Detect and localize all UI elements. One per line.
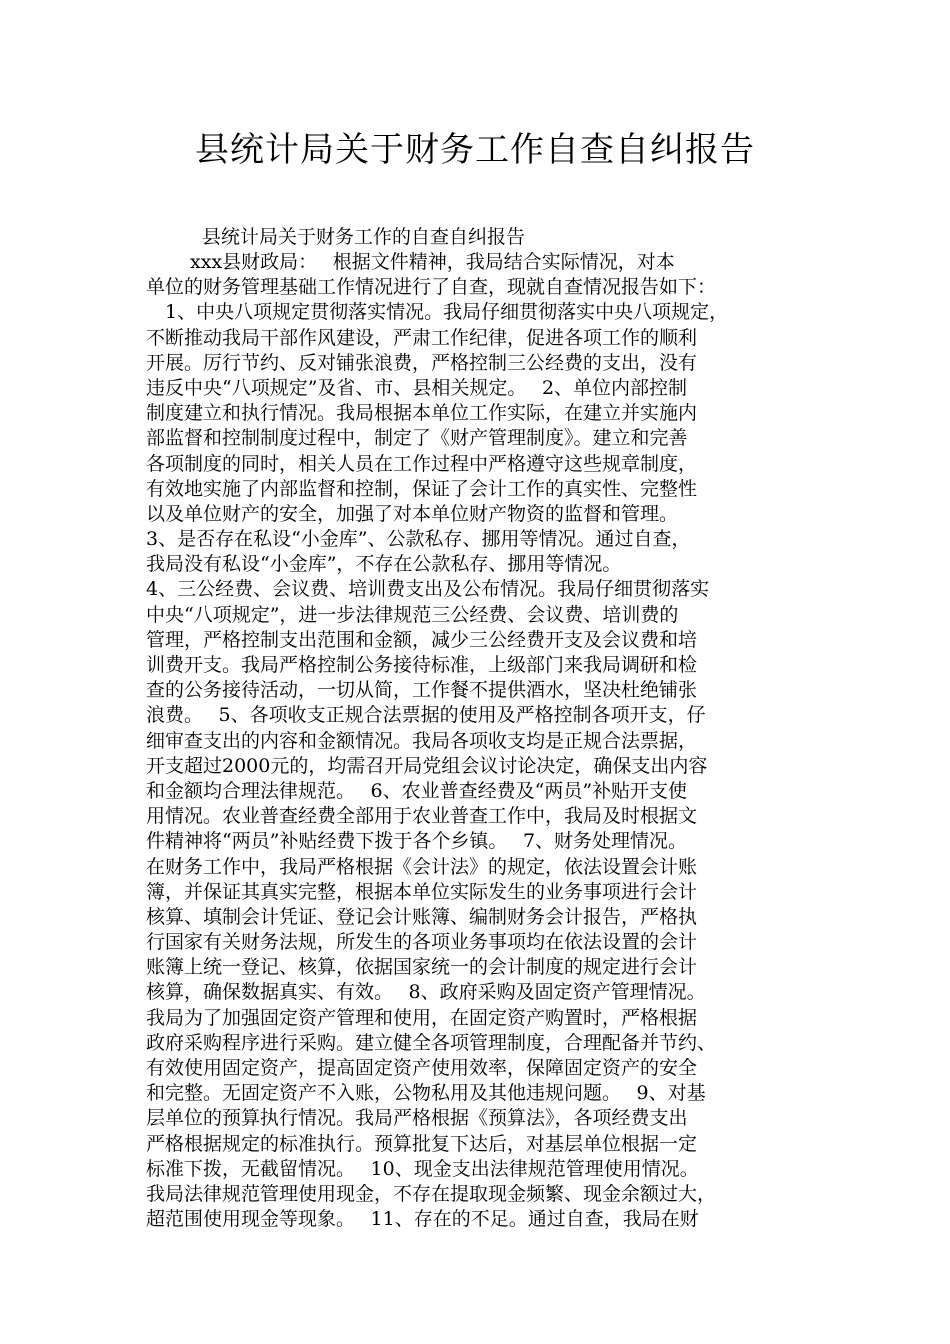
body-text-line: 在财务工作中，我局严格根据《会计法》的规定，依法设置会计账 — [146, 855, 698, 878]
body-text-line: 开展。厉行节约、反对铺张浪费，严格控制三公经费的支出，没有 — [146, 351, 698, 374]
body-text-line: 不断推动我局干部作风建设，严肃工作纪律，促进各项工作的顺利 — [146, 326, 698, 349]
body-text-line: 用情况。农业普查经费全部用于农业普查工作中，我局及时根据文 — [146, 805, 698, 828]
body-text-line: 超范围使用现金等现象。 11、存在的不足。通过自查，我局在财 — [146, 1208, 699, 1231]
body-text-line: 我局没有私设“小金库”，不存在公款私存、挪用等情况。 — [146, 553, 622, 576]
body-text-line: 有效使用固定资产，提高固定资产使用效率，保障固定资产的安全 — [146, 1057, 698, 1079]
body-text-line: 政府采购程序进行采购。建立健全各项管理制度，合理配备并节约、 — [146, 1031, 717, 1054]
document-body — [146, 250, 816, 1232]
body-text-line: 单位的财务管理基础工作情况进行了自查，现就自查情况报告如下： — [146, 276, 717, 299]
body-text-line: 开支超过2000元的，均需召开局党组会议讨论决定，确保支出内容 — [146, 754, 708, 777]
body-text-line: 违反中央“八项规定”及省、市、县相关规定。 2、单位内部控制 — [146, 376, 688, 399]
body-text-line: 各项制度的同时，相关人员在工作过程中严格遵守这些规章制度， — [146, 452, 698, 475]
body-text-line: 1、中央八项规定贯彻落实情况。我局仔细贯彻落实中央八项规定， — [146, 301, 729, 324]
body-text-line: 标准下拨，无截留情况。 10、现金支出法律规范管理使用情况。 — [146, 1157, 699, 1180]
body-text-line: 件精神将“两员”补贴经费下拨于各个乡镇。 7、财务处理情况。 — [146, 830, 688, 853]
body-text-line: 行国家有关财务法规，所发生的各项业务事项均在依法设置的会计 — [146, 931, 698, 954]
document-subtitle: 县统计局关于财务工作的自查自纠报告 — [202, 226, 526, 248]
body-text-line: 账簿上统一登记、核算，依据国家统一的会计制度的规定进行会计 — [146, 956, 698, 979]
body-text-line: 4、三公经费、会议费、培训费支出及公布情况。我局仔细贯彻落实 — [146, 578, 710, 601]
body-text-line: 严格根据规定的标准执行。预算批复下达后，对基层单位根据一定 — [146, 1132, 698, 1155]
body-text-line: 以及单位财产的安全，加强了对本单位财产物资的监督和管理。 — [146, 502, 679, 525]
body-text-line: 训费开支。我局严格控制公务接待标准，上级部门来我局调研和检 — [146, 654, 698, 676]
body-text-line: 我局为了加强固定资产管理和使用，在固定资产购置时，严格根据 — [146, 1006, 698, 1029]
body-text-line: 层单位的预算执行情况。我局严格根据《预算法》，各项经费支出 — [146, 1107, 688, 1130]
document-title: 县统计局关于财务工作自查自纠报告 — [195, 130, 755, 170]
body-text-line: 和金额均合理法律规范。 6、农业普查经费及“两员”补贴开支使 — [146, 779, 688, 802]
body-text-line: 簿，并保证其真实完整，根据本单位实际发生的业务事项进行会计 — [146, 880, 698, 903]
body-text-line: 细审查支出的内容和金额情况。我局各项收支均是正规合法票据， — [146, 729, 698, 752]
body-text-line: 制度建立和执行情况。我局根据本单位工作实际，在建立并实施内 — [146, 402, 698, 425]
body-text-line: 和完整。无固定资产不入账，公物私用及其他违规问题。 9、对基 — [146, 1082, 706, 1105]
body-text-line: 查的公务接待活动，一切从简，工作餐不提供酒水，坚决杜绝铺张 — [146, 679, 698, 702]
body-text-line: 管理，严格控制支出范围和金额，减少三公经费开支及会议费和培 — [146, 628, 698, 651]
body-text-line: 3、是否存在私设“小金库”、公款私存、挪用等情况。通过自查， — [146, 528, 691, 551]
body-text-line: 有效地实施了内部监督和控制，保证了会计工作的真实性、完整性 — [146, 477, 698, 500]
body-text-line: xxx县财政局： 根据文件精神，我局结合实际情况，对本 — [146, 251, 675, 273]
body-text-line: 核算，确保数据真实、有效。 8、政府采购及固定资产管理情况。 — [146, 981, 706, 1004]
body-text-line: 浪费。 5、各项收支正规合法票据的使用及严格控制各项开支，仔 — [146, 704, 706, 727]
body-text-line: 中央“八项规定”，进一步法律规范三公经费、会议费、培训费的 — [146, 603, 679, 626]
body-text-line: 部监督和控制制度过程中，制定了《财产管理制度》。建立和完善 — [146, 427, 688, 450]
body-text-line: 核算、填制会计凭证、登记会计账簿、编制财务会计报告，严格执 — [146, 905, 698, 928]
body-text-line: 我局法律规范管理使用现金，不存在提取现金频繁、现金余额过大， — [146, 1182, 717, 1205]
